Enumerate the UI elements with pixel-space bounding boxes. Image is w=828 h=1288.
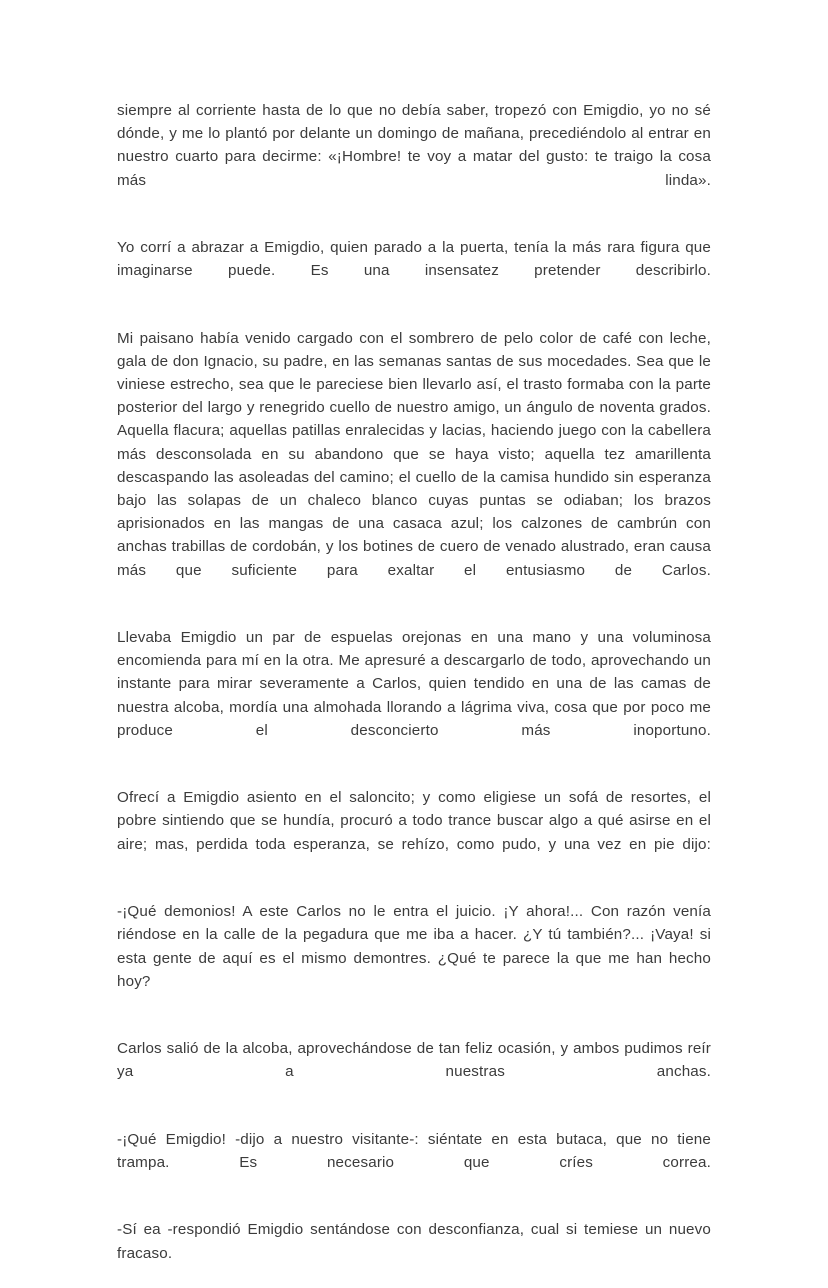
- paragraph: -¡Qué Emigdio! -dijo a nuestro visitante-: siéntate en esta butaca, que no tiene trampa. Es necesario que críes correa.: [117, 1130, 711, 1171]
- paragraph: Mi paisano había venido cargado con el sombrero de pelo color de café con leche, gala de don Ignacio, su padre, en las semanas santas de sus mocedades. Sea que le viniese estrecho, sea que le pareciese bien llevarlo así, el trasto formaba con la parte posterior del largo y renegrido cuello de nuestro amigo, un ángulo de noventa grados. Aquella flacura; aquellas patillas enralecidas y lacias, haciendo juego con la cabellera más desconsolada en su abandono que se haya visto; aquella tez amarillenta descaspando las asoleadas del camino; el cuello de la camisa hundido sin esperanza bajo las solapas de un chaleco blanco cuyas puntas se odiaban; los brazos aprisionados en las mangas de una casaca azul; los calzones de cambrún con anchas trabillas de cordobán, y los botines de cuero de venado alustrado, eran causa más que suficiente para exaltar el entusiasmo de Carlos.: [117, 329, 711, 579]
- paragraph: Ofrecí a Emigdio asiento en el saloncito; y como eligiese un sofá de resortes, el pobre sintiendo que se hundía, procuró a todo trance buscar algo a qué asirse en el aire; mas, perdida toda esperanza, se rehízo, como pudo, y una vez en pie dijo:: [117, 789, 711, 853]
- paragraph: -Sí ea -respondió Emigdio sentándose con desconfianza, cual si temiese un nuevo fracaso.: [117, 1221, 711, 1262]
- paragraph: Carlos salió de la alcoba, aprovechándose de tan feliz ocasión, y ambos pudimos reír ya a nuestras anchas.: [117, 1040, 711, 1081]
- paragraph: Llevaba Emigdio un par de espuelas orejonas en una mano y una voluminosa encomienda para mí en la otra. Me apresuré a descargarlo de todo, aprovechando un instante para mirar severamente a Carlos, quien tendido en una de las camas de nuestra alcoba, mordía una almohada llorando a lágrima viva, cosa que por poco me produce el desconcierto más inoportuno.: [117, 629, 711, 739]
- paragraph: -¡Qué demonios! A este Carlos no le entra el juicio. ¡Y ahora!... Con razón venía riéndose en la calle de la pegadura que me iba a hacer. ¿Y tú también?... ¡Vaya! si esta gente de aquí es el mismo demontres. ¿Qué te parece la que me han hecho hoy?: [117, 903, 711, 990]
- text-column: [117, 99, 711, 1288]
- paragraph: siempre al corriente hasta de lo que no debía saber, tropezó con Emigdio, yo no sé dónde, y me lo plantó por delante un domingo de mañana, precediéndolo al entrar en nuestro cuarto para decirme: «¡Hombre! te voy a matar del gusto: te traigo la cosa más linda».: [117, 102, 711, 189]
- paragraph: Yo corrí a abrazar a Emigdio, quien parado a la puerta, tenía la más rara figura que imaginarse puede. Es una insensatez pretender describirlo.: [117, 239, 711, 280]
